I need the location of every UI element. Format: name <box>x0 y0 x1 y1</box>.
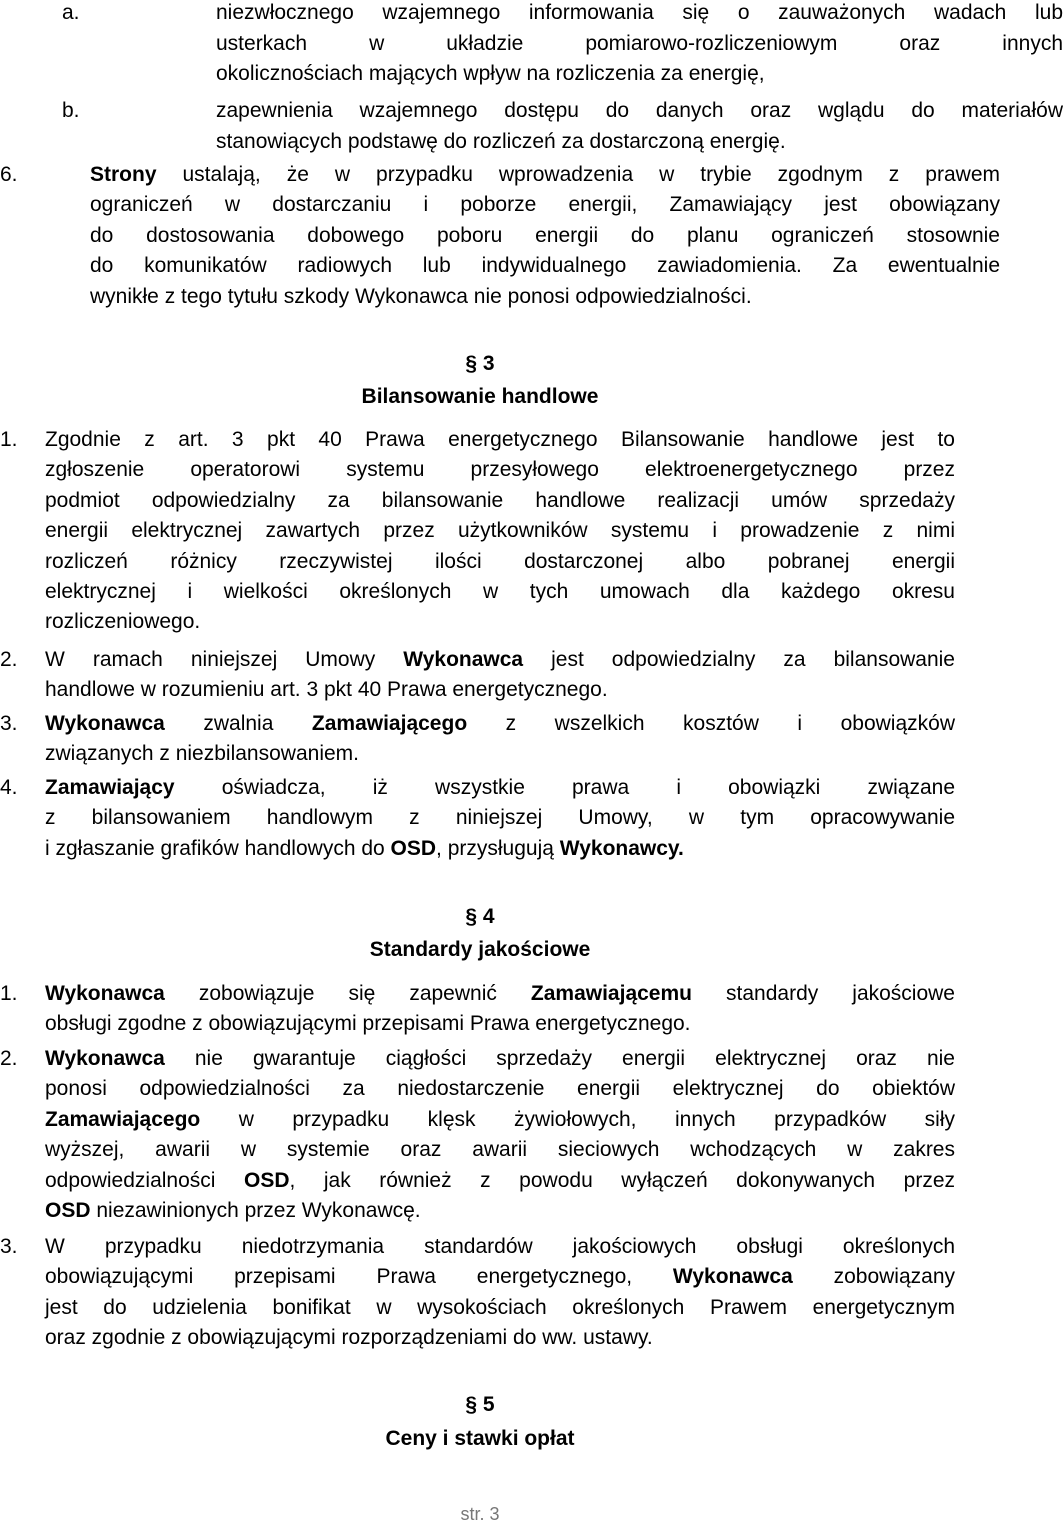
text-line: wyższej, awarii w systemie oraz awarii sieciowych wchodzących w zakres <box>45 1138 955 1162</box>
bold-term: Wykonawca <box>45 1047 165 1070</box>
section-title: Ceny i stawki opłat <box>385 1427 575 1450</box>
text-run: odpowiedzialności <box>45 1168 244 1192</box>
item-number: 1. <box>0 428 18 451</box>
item-label: b. <box>62 99 80 122</box>
section-number: § 3 <box>465 352 495 375</box>
item-number: 3. <box>0 712 18 735</box>
item-number: 3. <box>0 1235 18 1258</box>
text-run: W ramach niniejszej Umowy <box>45 648 404 671</box>
item-number: 2. <box>0 1047 18 1070</box>
text-line: energii elektrycznej zawartych przez użytkowników systemu i prowadzenie z nimi <box>45 519 955 543</box>
paragraph-3-2 <box>0 645 955 706</box>
section-title: Bilansowanie handlowe <box>361 385 599 408</box>
item-number: 6. <box>0 163 18 186</box>
paragraph-4-2 <box>0 1044 955 1226</box>
text-run: jest odpowiedzialny za bilansowanie <box>523 648 955 671</box>
item-number: 1. <box>0 982 18 1005</box>
bold-term: Wykonawcy. <box>559 836 684 860</box>
text-line: elektrycznej i wielkości określonych w tych umowach dla każdego okresu <box>45 580 955 604</box>
bold-term: Wykonawca <box>403 648 524 671</box>
paragraph-3-1 <box>0 425 955 638</box>
text-run: oświadcza, iż wszystkie prawa i obowiązki związane <box>174 776 955 799</box>
bold-term: Zamawiającemu <box>530 982 692 1005</box>
text-line: z bilansowaniem handlowym z niniejszej Umowy, w tym opracowywanie <box>45 806 955 830</box>
list-item-b <box>0 96 1063 157</box>
text-run: zwalnia <box>164 712 312 735</box>
text-run: nie gwarantuje ciągłości sprzedaży energii elektrycznej oraz nie <box>164 1047 955 1070</box>
bold-term: Zamawiającego <box>311 712 468 735</box>
text-line: W przypadku niedotrzymania standardów jakościowych obsługi określonych <box>45 1235 955 1258</box>
item-number: 2. <box>0 648 18 671</box>
text-line: rozliczeniowego. <box>45 610 201 634</box>
bold-term: OSD <box>390 836 437 860</box>
item-label: a. <box>62 1 80 24</box>
text-run: obowiązującymi przepisami Prawa energetycznego, <box>45 1265 673 1289</box>
section-number: § 4 <box>465 905 495 928</box>
bold-term: Wykonawca <box>672 1265 793 1289</box>
text-run: , przysługują <box>436 836 560 860</box>
paragraph-4-1 <box>0 979 955 1040</box>
text-line: Zgodnie z art. 3 pkt 40 Prawa energetycznego Bilansowanie handlowe jest to <box>45 428 955 451</box>
section-number: § 5 <box>465 1393 495 1416</box>
text-line: wynikłe z tego tytułu szkody Wykonawca nie ponosi odpowiedzialności. <box>90 284 752 308</box>
text-run: niezawinionych przez Wykonawcę. <box>90 1199 421 1223</box>
paragraph-6 <box>0 160 1000 312</box>
text-line: usterkach w układzie pomiarowo-rozliczeniowym oraz innych <box>216 31 1063 55</box>
section-title: Standardy jakościowe <box>369 938 591 961</box>
text-line: handlowe w rozumieniu art. 3 pkt 40 Prawa energetycznego. <box>45 678 608 702</box>
text-line: ponosi odpowiedzialności za niedostarczenie energii elektrycznej do obiektów <box>45 1077 955 1101</box>
text-line: okolicznościach mających wpływ na rozliczenia za energię, <box>216 62 765 86</box>
bold-term: Zamawiający <box>45 776 175 799</box>
list-item-a <box>0 0 1063 90</box>
text-line: ustalają, że w przypadku wprowadzenia w trybie zgodnym z prawem <box>156 163 1000 186</box>
page-number: str. 3 <box>460 1504 500 1524</box>
text-run: zobowiązuje się zapewnić <box>164 982 531 1005</box>
text-line: podmiot odpowiedzialny za bilansowanie handlowe realizacji umów sprzedaży <box>45 488 955 512</box>
bold-term: Zamawiającego <box>45 1107 201 1131</box>
text-line: do komunikatów radiowych lub indywidualnego zawiadomienia. Za ewentualnie <box>90 254 1000 278</box>
bold-term: Wykonawca <box>45 982 165 1005</box>
text-run: standardy jakościowe <box>692 982 955 1005</box>
text-line: do dostosowania dobowego poboru energii do planu ograniczeń stosownie <box>90 223 1000 247</box>
paragraph-4-3 <box>0 1232 955 1354</box>
bold-term: OSD <box>45 1199 91 1223</box>
text-line: rozliczeń różnicy rzeczywistej ilości dostarczonej albo pobranej energii <box>45 549 955 573</box>
text-run: , jak również z powodu wyłączeń dokonywanych przez <box>289 1168 955 1192</box>
paragraph-3-4 <box>0 773 955 864</box>
text-run: zobowiązany <box>792 1265 955 1289</box>
text-line: zgłoszenie operatorowi systemu przesyłowego elektroenergetycznego przez <box>45 458 955 482</box>
bold-term: OSD <box>243 1168 290 1192</box>
text-line: oraz zgodnie z obowiązującymi rozporządzeniami do ww. ustawy. <box>45 1326 653 1350</box>
text-run: z wszelkich kosztów i obowiązków <box>467 712 955 735</box>
text-line: obsługi zgodne z obowiązującymi przepisami Prawa energetycznego. <box>45 1012 691 1036</box>
text-line: jest do udzielenia bonifikat w wysokościach określonych Prawem energetycznym <box>45 1295 955 1319</box>
text-line: związanych z niezbilansowaniem. <box>45 742 359 766</box>
item-number: 4. <box>0 776 18 799</box>
text-run: w przypadku klęsk żywiołowych, innych przypadków siły <box>200 1107 955 1131</box>
text-run: i zgłaszanie grafików handlowych do <box>45 836 391 860</box>
text-line: stanowiących podstawę do rozliczeń za dostarczoną energię. <box>216 129 786 153</box>
paragraph-3-3 <box>0 709 955 770</box>
text-line: niezwłocznego wzajemnego informowania się o zauważonych wadach lub <box>216 1 1063 24</box>
text-line: ograniczeń w dostarczaniu i poborze energii, Zamawiający jest obowiązany <box>90 193 1000 217</box>
bold-term: Wykonawca <box>45 712 165 735</box>
bold-term: Strony <box>90 163 157 186</box>
text-line: zapewnienia wzajemnego dostępu do danych oraz wglądu do materiałów <box>216 99 1063 122</box>
